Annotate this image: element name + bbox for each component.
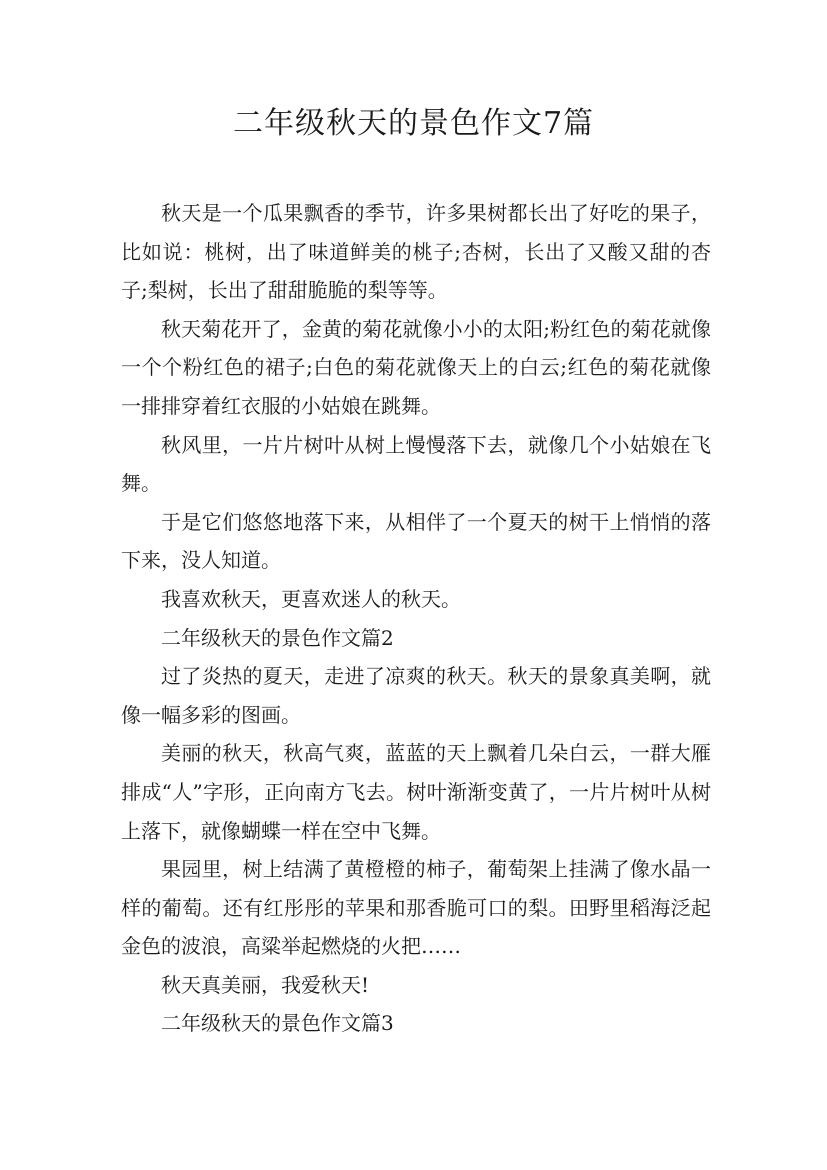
paragraph-3: 秋风里，一片片树叶从树上慢慢落下去，就像几个小姑娘在飞舞。: [121, 432, 711, 496]
paragraph-8: 果园里，树上结满了黄橙橙的柿子，葡萄架上挂满了像水晶一样的葡萄。还有红彤彤的苹果和那香脆可口的梨。田野里稻海泛起金色的波浪，高粱举起燃烧的火把……: [121, 857, 711, 959]
paragraph-5: 我喜欢秋天，更喜欢迷人的秋天。: [161, 586, 461, 611]
paragraph-1: 秋天是一个瓜果飘香的季节，许多果树都长出了好吃的果子，比如说：桃树，出了味道鲜美的桃子;杏树，长出了又酸又甜的杏子;梨树，长出了甜甜脆脆的梨等等。: [121, 201, 711, 303]
document-body: [121, 194, 711, 1043]
paragraph-6: 过了炎热的夏天，走进了凉爽的秋天。秋天的景象真美啊，就像一幅多彩的图画。: [121, 664, 711, 727]
paragraph-2: 秋天菊花开了，金黄的菊花就像小小的太阳;粉红色的菊花就像一个个粉红色的裙子;白色的菊花就像天上的白云;红色的菊花就像一排排穿着红衣服的小姑娘在跳舞。: [121, 316, 711, 418]
paragraph-9: 秋天真美丽，我爱秋天!: [161, 972, 370, 997]
section-heading-2: 二年级秋天的景色作文篇2: [161, 625, 394, 650]
document-title: 二年级秋天的景色作文7篇: [232, 106, 595, 141]
section-heading-3: 二年级秋天的景色作文篇3: [161, 1011, 394, 1036]
paragraph-4: 于是它们悠悠地落下来，从相伴了一个夏天的树干上悄悄的落下来，没人知道。: [121, 509, 711, 573]
paragraph-7: 美丽的秋天，秋高气爽，蓝蓝的天上飘着几朵白云，一群大雁排成“人”字形，正向南方飞去。树叶渐渐变黄了，一片片树叶从树上落下，就像蝴蝶一样在空中飞舞。: [121, 741, 711, 843]
